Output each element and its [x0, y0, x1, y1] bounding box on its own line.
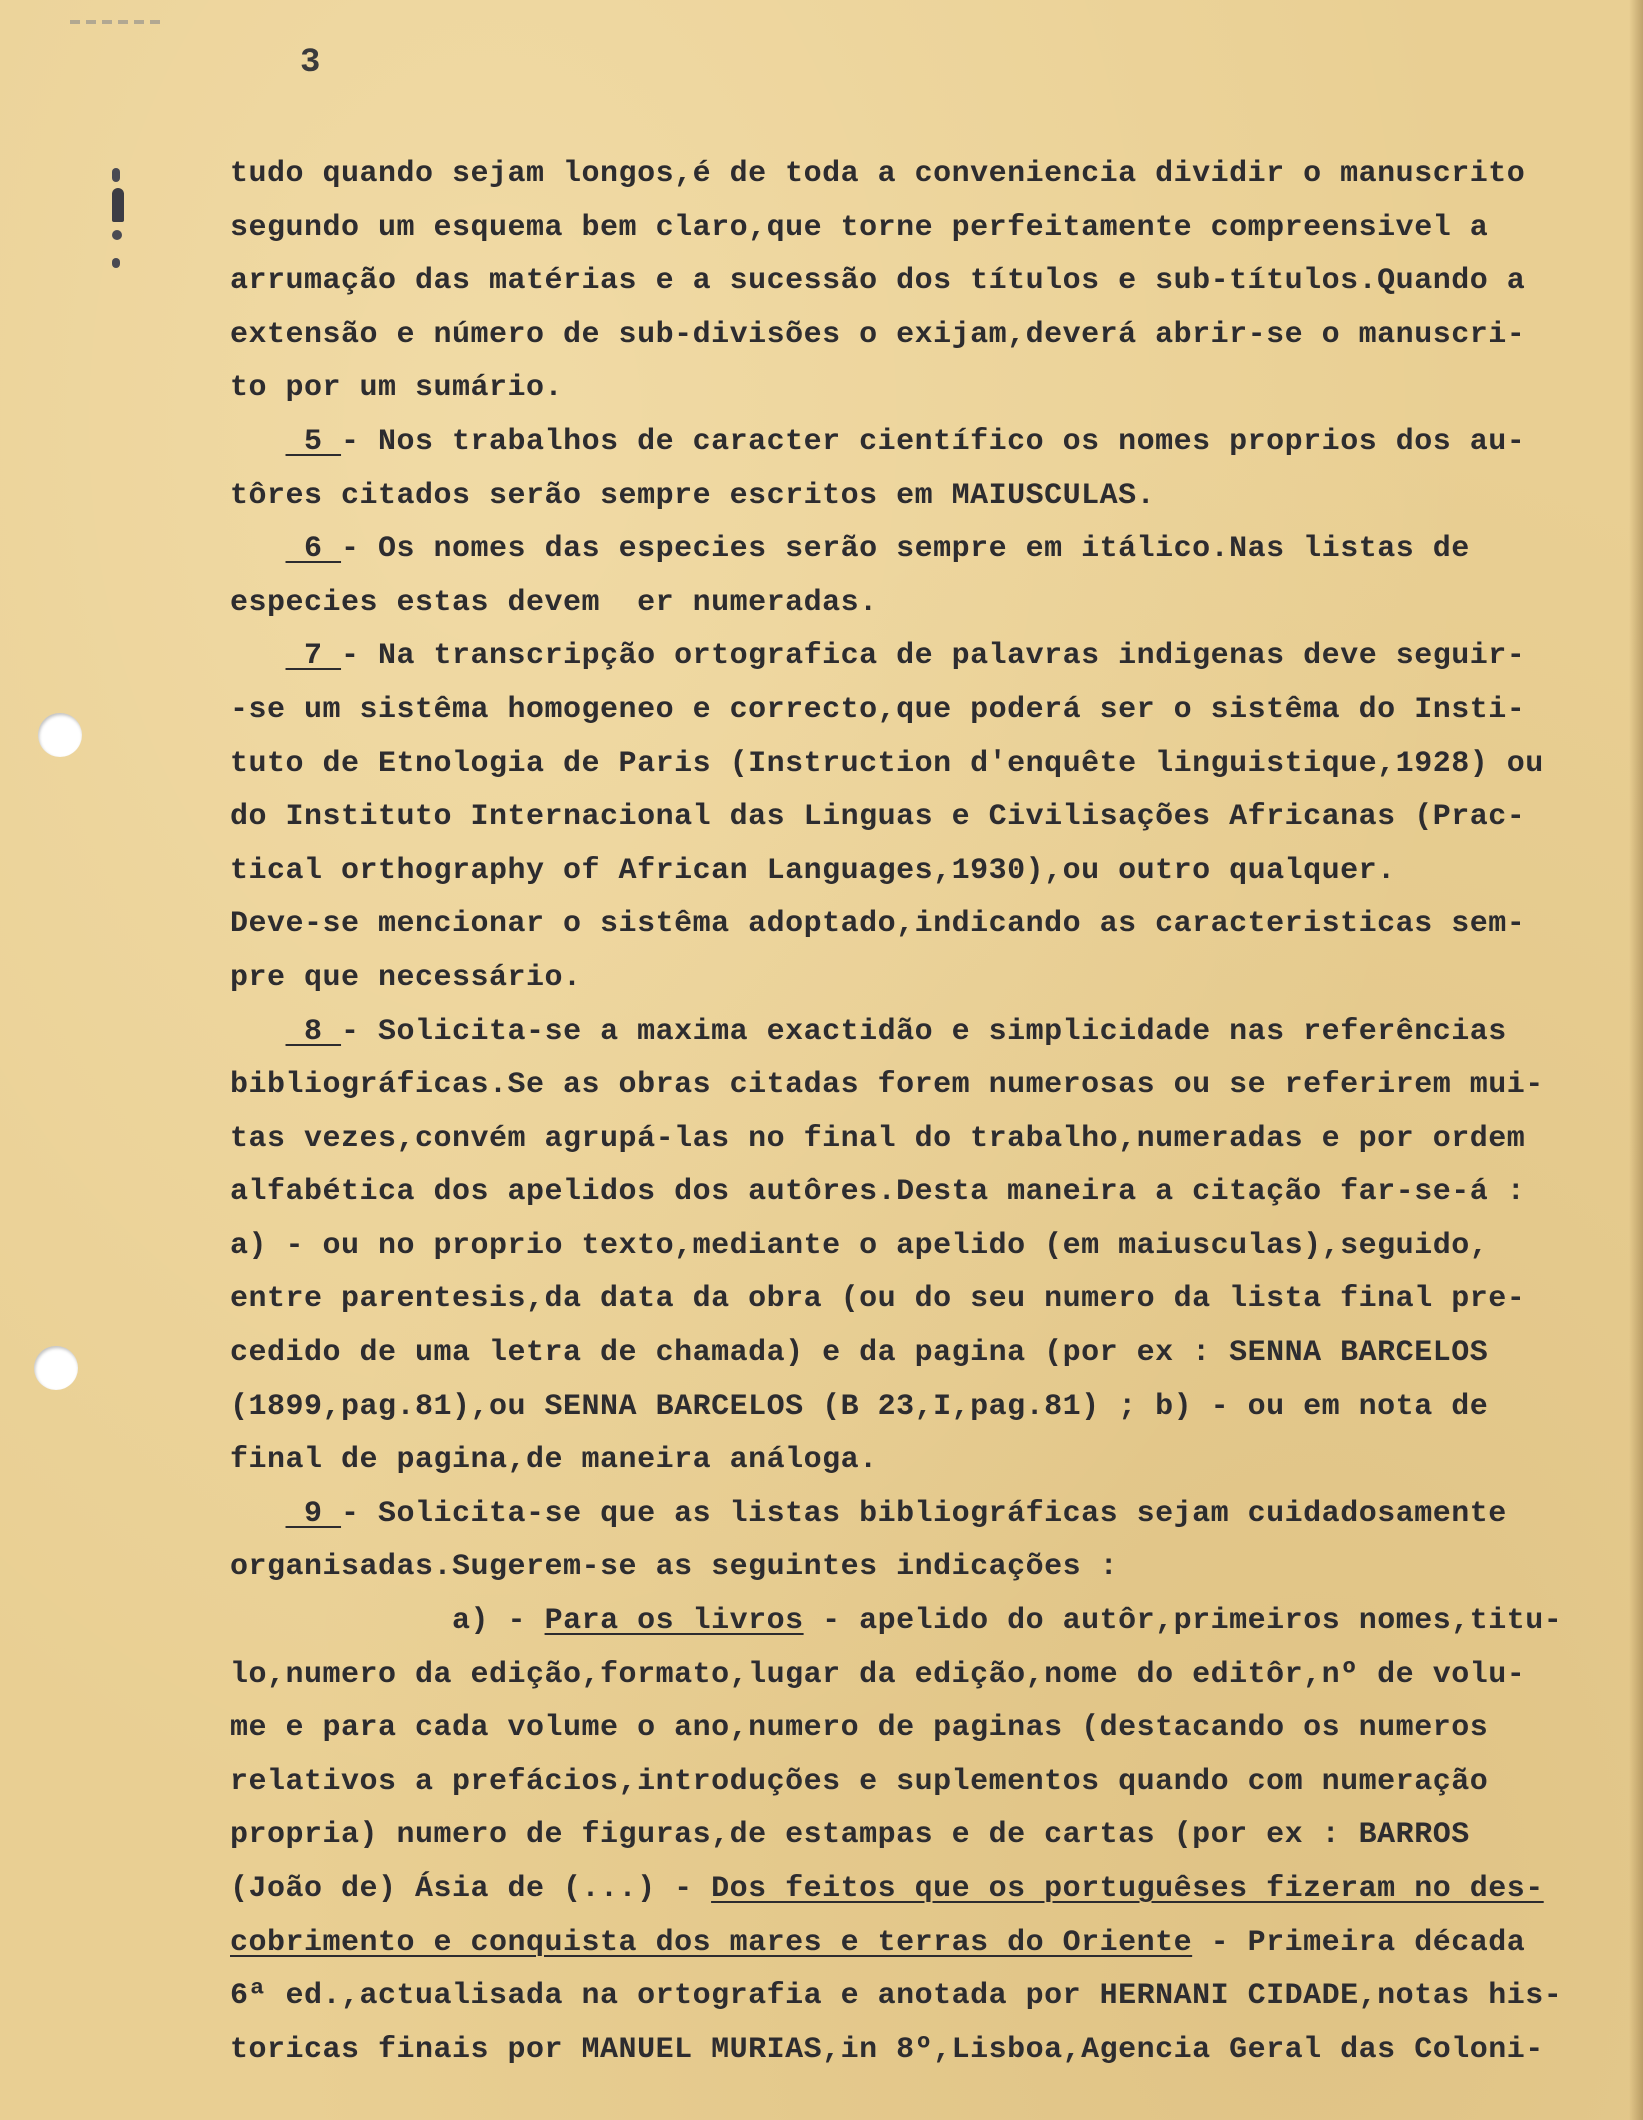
text-line: 8 - Solicita-se a maxima exactidão e simplicidade nas referências [285, 1014, 1507, 1049]
text-line: arrumação das matérias e a sucessão dos títulos e sub-títulos.Quando a [230, 264, 1526, 299]
text-line: cedido de uma letra de chamada) e da pagina (por ex : SENNA BARCELOS [230, 1336, 1489, 1371]
text-line: tical orthography of African Languages,1930),ou outro qualquer. [230, 853, 1396, 888]
text-line: 6 - Os nomes das especies serão sempre em itálico.Nas listas de [285, 532, 1470, 567]
text-line: entre parentesis,da data da obra (ou do seu numero da lista final pre- [230, 1282, 1526, 1317]
text-line: to por um sumário. [230, 371, 564, 406]
text-line: tas vezes,convém agrupá-las no final do trabalho,numeradas e por ordem [230, 1121, 1526, 1156]
text-line: tudo quando sejam longos,é de toda a conveniencia dividir o manuscrito [230, 157, 1526, 191]
text-line: lo,numero da edição,formato,lugar da edição,nome do editôr,nº de volu- [230, 1657, 1526, 1692]
text-line: 9 - Solicita-se que as listas bibliográficas sejam cuidadosamente [285, 1496, 1507, 1531]
text-line: a) - ou no proprio texto,mediante o apelido (em maiusculas),seguido, [230, 1228, 1489, 1263]
text-line: organisadas.Sugerem-se as seguintes indicações : [230, 1550, 1119, 1585]
text-line: toricas finais por MANUEL MURIAS,in 8º,Lisboa,Agencia Geral das Coloni- [230, 2032, 1544, 2067]
text-line: 6ª ed.,actualisada na ortografia e anotada por HERNANI CIDADE,notas his- [230, 1979, 1563, 2014]
text-line: alfabética dos apelidos dos autôres.Desta maneira a citação far-se-á : [230, 1175, 1526, 1210]
text-line: final de pagina,de maneira análoga. [230, 1443, 878, 1478]
text-line: 5 - Nos trabalhos de caracter científico os nomes proprios dos au- [285, 424, 1526, 459]
punch-hole-bottom [34, 1346, 78, 1390]
text-line: especies estas devem er numeradas. [230, 585, 878, 620]
text-line: segundo um esquema bem claro,que torne perfeitamente compreensivel a [230, 210, 1489, 245]
text-line: me e para cada volume o ano,numero de paginas (destacando os numeros [230, 1711, 1489, 1746]
text-line: tôres citados serão sempre escritos em MAIUSCULAS. [230, 478, 1156, 513]
text-line: cobrimento e conquista dos mares e terras do Oriente - Primeira década [230, 1925, 1526, 1960]
text-line: 7 - Na transcripção ortografica de palavras indigenas deve seguir- [285, 639, 1526, 674]
text-line: -se um sistêma homogeneo e correcto,que poderá ser o sistêma do Insti- [230, 692, 1526, 727]
text-line: propria) numero de figuras,de estampas e de cartas (por ex : BARROS [230, 1818, 1470, 1853]
text-line: pre que necessário. [230, 960, 582, 995]
top-edge-mark [70, 20, 160, 24]
staple-marks-icon [108, 168, 130, 278]
page-edge-shadow [1629, 0, 1643, 2120]
punch-hole-top [38, 713, 82, 757]
page-number: 3 [300, 44, 321, 82]
text-line: do Instituto Internacional das Linguas e Civilisações Africanas (Prac- [230, 800, 1526, 835]
text-line: a) - Para os livros - apelido do autôr,primeiros nomes,titu- [230, 1604, 1563, 1639]
document-body [230, 148, 1620, 2077]
text-line: (1899,pag.81),ou SENNA BARCELOS (B 23,I,pag.81) ; b) - ou em nota de [230, 1389, 1489, 1424]
text-line: tuto de Etnologia de Paris (Instruction d'enquête linguistique,1928) ou [230, 746, 1544, 781]
text-line: extensão e número de sub-divisões o exijam,deverá abrir-se o manuscri- [230, 317, 1526, 352]
text-line: bibliográficas.Se as obras citadas forem numerosas ou se referirem mui- [230, 1068, 1544, 1103]
text-line: Deve-se mencionar o sistêma adoptado,indicando as caracteristicas sem- [230, 907, 1526, 942]
text-line: relativos a prefácios,introduções e suplementos quando com numeração [230, 1764, 1489, 1799]
text-line: (João de) Ásia de (...) - Dos feitos que os portuguêses fizeram no des- [230, 1872, 1544, 1906]
